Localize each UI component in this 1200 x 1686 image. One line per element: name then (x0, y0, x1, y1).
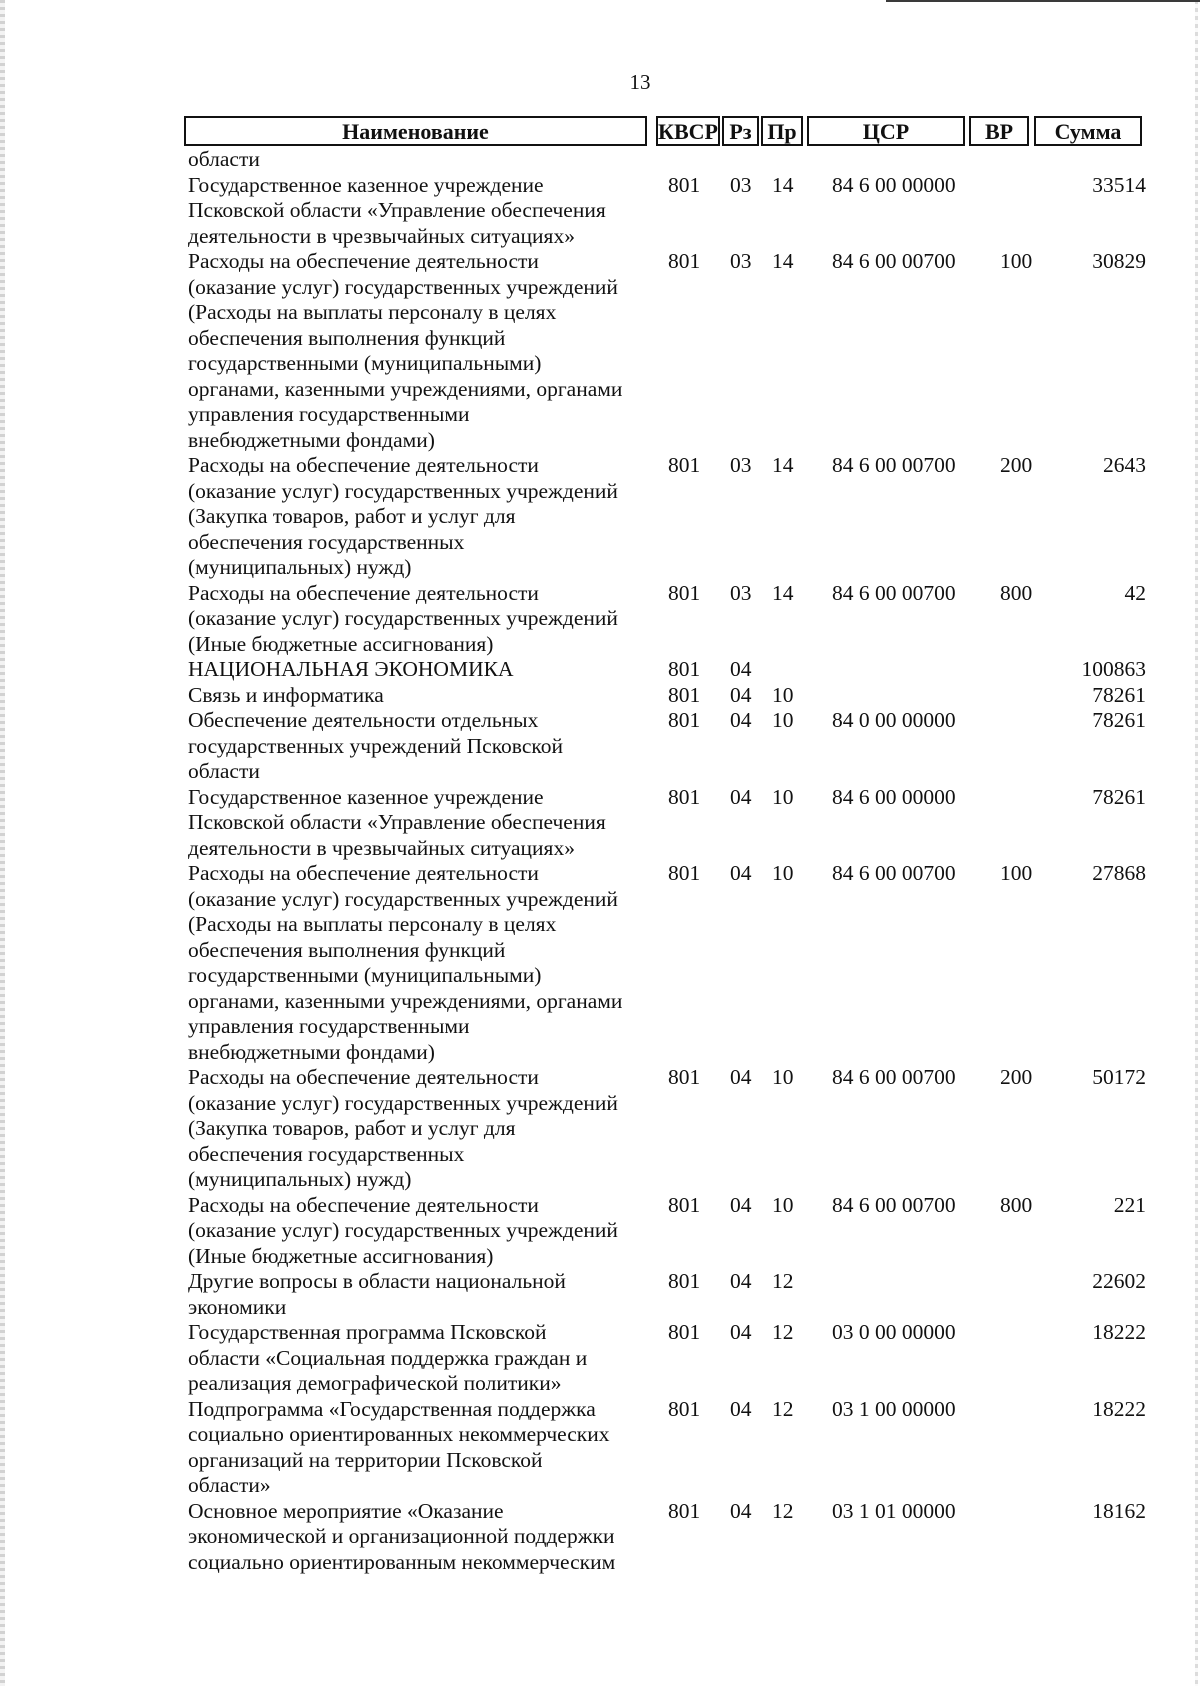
row-name: Расходы на обеспечение деятельности (оказание услуг) государственных учреждений (Расходы на выплаты персоналу в целях обеспечения выполнения функций государственными (муниципальными) органами, казенными учреждениями, органами управления государственными внебюджетными фондами) (188, 249, 623, 452)
header-vr: ВР (969, 116, 1029, 146)
row-rz: 04 (730, 1192, 752, 1217)
row-vr: 100 (1000, 249, 1033, 273)
header-rz: Рз (722, 116, 759, 146)
header-csr: ЦСР (807, 116, 965, 146)
header-name: Наименование (184, 116, 647, 146)
header-kvsr: КВСР (656, 116, 720, 146)
row-sum: 42 (1124, 580, 1146, 605)
row-sum: 22602 (1092, 1269, 1146, 1293)
table-row (0, 683, 1200, 709)
row-pr: 10 (772, 861, 794, 885)
table-row (0, 861, 1200, 1065)
row-name: Расходы на обеспечение деятельности (оказание услуг) государственных учреждений (Иные бюджетные ассигнования) (188, 1192, 618, 1268)
row-rz: 04 (730, 657, 752, 681)
row-kvsr: 801 (668, 784, 701, 809)
row-name: Расходы на обеспечение деятельности (оказание услуг) государственных учреждений (Иные бюджетные ассигнования) (188, 580, 618, 656)
row-kvsr: 801 (668, 249, 701, 273)
row-name: Расходы на обеспечение деятельности (оказание услуг) государственных учреждений (Закупка товаров, работ и услуг для обеспечения государственных (муниципальных) нужд) (188, 453, 618, 579)
row-kvsr: 801 (668, 580, 701, 605)
row-pr: 12 (772, 1269, 794, 1293)
table-row (0, 173, 1200, 250)
row-name: Государственное казенное учреждение Псковской области «Управление обеспечения деятельности в чрезвычайных ситуациях» (188, 172, 606, 248)
row-name: Связь и информатика (188, 682, 384, 707)
row-sum: 78261 (1092, 784, 1146, 809)
row-rz: 04 (730, 861, 752, 885)
row-vr: 800 (1000, 1192, 1033, 1217)
row-kvsr: 801 (668, 453, 701, 477)
row-sum: 221 (1113, 1192, 1146, 1217)
row-kvsr: 801 (668, 682, 701, 707)
row-pr: 12 (772, 1320, 794, 1344)
row-kvsr: 801 (668, 1192, 701, 1217)
row-name: Государственное казенное учреждение Псковской области «Управление обеспечения деятельности в чрезвычайных ситуациях» (188, 784, 606, 860)
row-pr: 14 (772, 249, 794, 273)
row-pr: 14 (772, 172, 794, 197)
row-kvsr: 801 (668, 1065, 701, 1089)
row-kvsr: 801 (668, 1269, 701, 1293)
row-pr: 12 (772, 1498, 794, 1523)
table-row (0, 1499, 1200, 1576)
table-header (184, 116, 1164, 147)
row-pr: 10 (772, 1065, 794, 1089)
row-rz: 04 (730, 1320, 752, 1344)
row-name: Основное мероприятие «Оказание экономической и организационной поддержки социально ориентированным некоммерческим (188, 1498, 616, 1574)
row-kvsr: 801 (668, 657, 701, 681)
row-kvsr: 801 (668, 1396, 701, 1421)
row-csr: 84 6 00 00700 (832, 249, 956, 273)
table-row (0, 1320, 1200, 1397)
table-row (0, 785, 1200, 862)
table-row (0, 1269, 1200, 1320)
row-pr: 10 (772, 1192, 794, 1217)
row-sum: 78261 (1092, 708, 1146, 732)
row-csr: 84 6 00 00700 (832, 453, 956, 477)
row-sum: 18162 (1092, 1498, 1146, 1523)
row-sum: 100863 (1081, 657, 1146, 681)
row-name: Обеспечение деятельности отдельных государственных учреждений Псковской области (188, 708, 563, 783)
row-vr: 800 (1000, 580, 1033, 605)
row-pr: 14 (772, 580, 794, 605)
row-rz: 03 (730, 453, 752, 477)
row-csr: 03 0 00 00000 (832, 1320, 956, 1344)
row-sum: 18222 (1092, 1320, 1146, 1344)
row-sum: 18222 (1092, 1396, 1146, 1421)
table-row (0, 249, 1200, 453)
row-csr: 84 6 00 00700 (832, 580, 956, 605)
row-rz: 04 (730, 682, 752, 707)
row-rz: 04 (730, 784, 752, 809)
row-csr: 03 1 01 00000 (832, 1498, 956, 1523)
row-sum: 33514 (1092, 172, 1146, 197)
row-pr: 10 (772, 784, 794, 809)
row-kvsr: 801 (668, 1320, 701, 1344)
row-name: Расходы на обеспечение деятельности (оказание услуг) государственных учреждений (Расходы на выплаты персоналу в целях обеспечения выполнения функций государственными (муниципальными) органами, казенными учреждениями, органами управления государственными внебюджетными фондами) (188, 861, 623, 1064)
row-sum: 30829 (1092, 249, 1146, 273)
row-csr: 03 1 00 00000 (832, 1396, 956, 1421)
row-name: Подпрограмма «Государственная поддержка социально ориентированных некоммерческих организаций на территории Псковской области» (188, 1396, 610, 1497)
row-pr: 10 (772, 682, 794, 707)
header-sum: Сумма (1034, 116, 1142, 146)
row-rz: 04 (730, 708, 752, 732)
row-name: НАЦИОНАЛЬНАЯ ЭКОНОМИКА (188, 657, 514, 681)
table-row (0, 1193, 1200, 1270)
row-rz: 04 (730, 1269, 752, 1293)
row-kvsr: 801 (668, 1498, 701, 1523)
row-csr: 84 6 00 00700 (832, 1192, 956, 1217)
row-csr: 84 6 00 00700 (832, 861, 956, 885)
table-row (0, 147, 1200, 173)
row-rz: 03 (730, 249, 752, 273)
row-csr: 84 6 00 00000 (832, 784, 956, 809)
row-csr: 84 0 00 00000 (832, 708, 956, 732)
row-name: области (188, 147, 260, 171)
row-rz: 03 (730, 172, 752, 197)
row-csr: 84 6 00 00700 (832, 1065, 956, 1089)
row-rz: 04 (730, 1396, 752, 1421)
table-body (0, 147, 1200, 1575)
row-vr: 200 (1000, 453, 1033, 477)
row-csr: 84 6 00 00000 (832, 172, 956, 197)
row-name: Государственная программа Псковской области «Социальная поддержка граждан и реализация демографической политики» (188, 1320, 588, 1395)
row-sum: 78261 (1092, 682, 1146, 707)
table-row (0, 453, 1200, 581)
row-rz: 03 (730, 580, 752, 605)
row-pr: 12 (772, 1396, 794, 1421)
header-pr: Пр (761, 116, 803, 146)
row-vr: 100 (1000, 861, 1033, 885)
row-pr: 10 (772, 708, 794, 732)
row-name: Другие вопросы в области национальной экономики (188, 1269, 566, 1319)
row-sum: 50172 (1092, 1065, 1146, 1089)
row-pr: 14 (772, 453, 794, 477)
row-kvsr: 801 (668, 172, 701, 197)
row-kvsr: 801 (668, 861, 701, 885)
row-rz: 04 (730, 1498, 752, 1523)
table-row (0, 1065, 1200, 1193)
table-row (0, 657, 1200, 683)
row-name: Расходы на обеспечение деятельности (оказание услуг) государственных учреждений (Закупка товаров, работ и услуг для обеспечения государственных (муниципальных) нужд) (188, 1065, 618, 1191)
row-sum: 2643 (1103, 453, 1146, 477)
table-row (0, 581, 1200, 658)
scan-top-mark (886, 0, 1200, 2)
table-row (0, 708, 1200, 785)
row-vr: 200 (1000, 1065, 1033, 1089)
row-sum: 27868 (1092, 861, 1146, 885)
row-kvsr: 801 (668, 708, 701, 732)
table-row (0, 1397, 1200, 1499)
page-number: 13 (629, 70, 651, 94)
row-rz: 04 (730, 1065, 752, 1089)
